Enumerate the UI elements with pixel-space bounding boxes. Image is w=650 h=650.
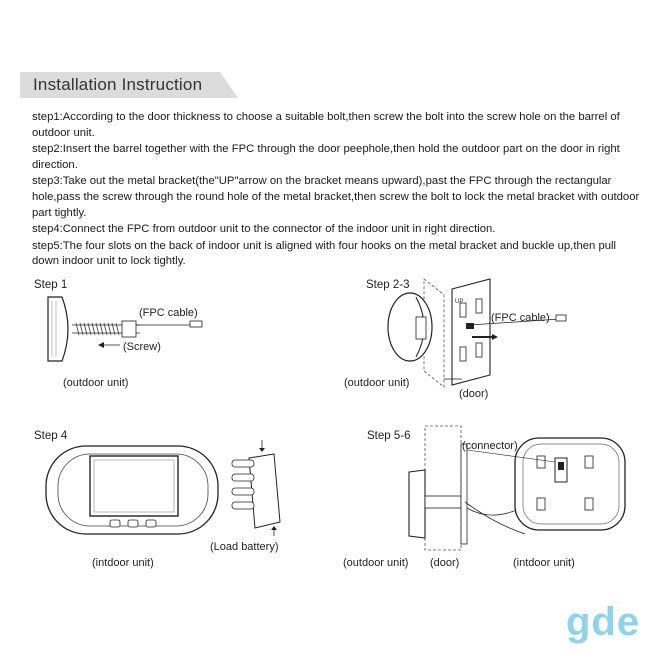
step23-diagram — [380, 275, 580, 400]
step1-fpc-label: (FPC cable) — [139, 307, 198, 319]
step4-battery-label: (Load battery) — [210, 541, 279, 553]
step56-title: Step 5-6 — [367, 430, 411, 442]
step-5-text: step5:The four slots on the back of indoor unit is aligned with four hooks on the metal bracket and buckle up,then pull down indoor unit to lock tightly. — [32, 239, 617, 268]
step23-fpc-label: (FPC cable) — [491, 312, 550, 324]
step23-unit-label: (outdoor unit) — [344, 377, 410, 389]
step-1-text: step1:According to the door thickness to choose a suitable bolt,then screw the bolt into the screw hole on the barrel of outdoor unit. — [32, 111, 620, 139]
step-3-text: step3:Take out the metal bracket(the"UP"arrow on the bracket means upward),past the FPC through the rectangular hole,pass the screw through the round hole of the metal bracket,then screw the bolt to lock the metal bracket with outdoor part tightly. — [32, 175, 640, 219]
step1-unit-label: (outdoor unit) — [63, 377, 129, 389]
step1-screw-label: (Screw) — [123, 341, 161, 353]
step-2-text: step2:Insert the barrel together with the FPC through the door peephole,then hold the outdoor part on the door in right direction. — [32, 143, 620, 171]
step4-unit-label: (intdoor unit) — [92, 557, 154, 569]
step4-title: Step 4 — [34, 430, 68, 442]
step56-outdoor-label: (outdoor unit) — [343, 557, 409, 569]
step23-up-label: UP — [455, 299, 464, 305]
step23-title: Step 2-3 — [366, 279, 410, 291]
step56-connector-label: (connector) — [462, 440, 518, 452]
step23-door-label: (door) — [459, 388, 489, 400]
step56-indoor-label: (intdoor unit) — [513, 557, 575, 569]
step56-diagram — [405, 424, 635, 554]
step1-title: Step 1 — [34, 279, 68, 291]
step56-door-label: (door) — [430, 557, 460, 569]
step-4-text: step4:Connect the FPC from outdoor unit to the connector of the indoor unit in right direction. — [32, 223, 496, 236]
step4-diagram — [44, 440, 294, 540]
instruction-steps — [32, 110, 642, 271]
watermark-logo: gde — [566, 600, 641, 644]
page-title: Installation Instruction — [33, 75, 203, 94]
